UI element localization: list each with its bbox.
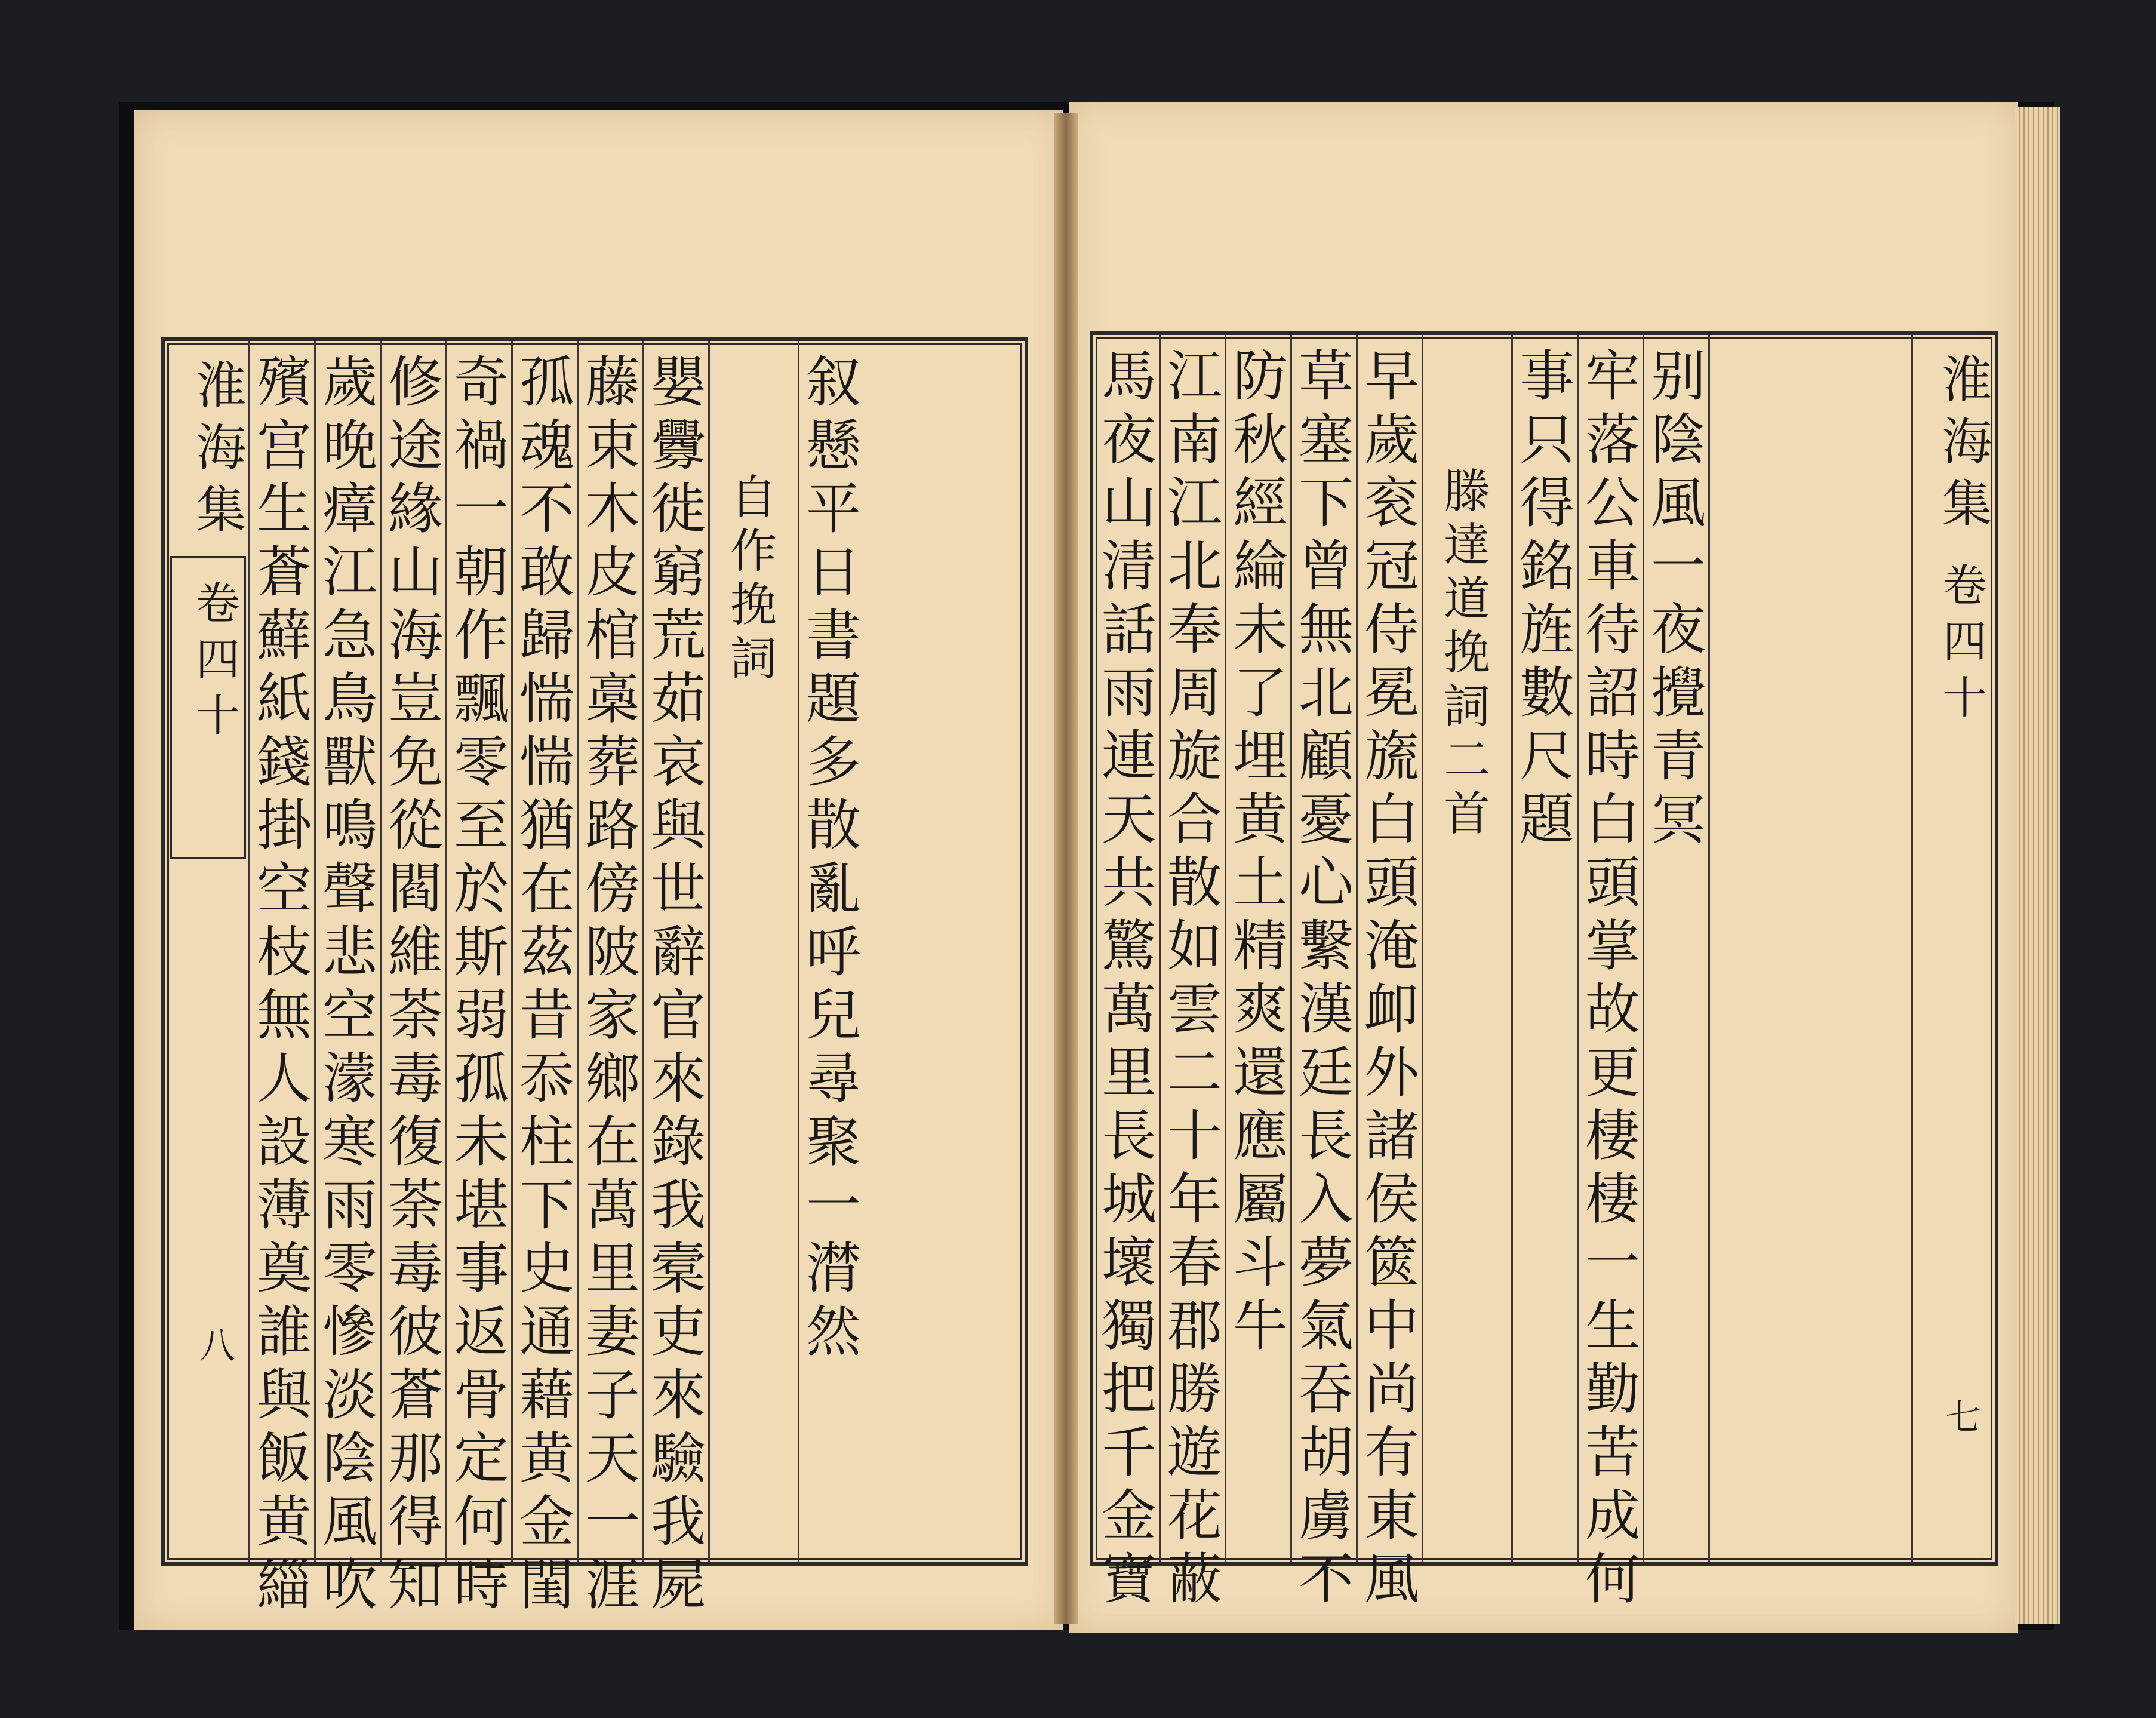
left-column-3-text: 修途緣山海豈免從閻維荼毒復荼毒彼蒼那得知 (379, 353, 443, 1619)
right-column-4 (1290, 335, 1358, 1613)
left-column-9 (798, 341, 863, 1562)
right-spine-title: 淮海集 (1934, 353, 1992, 539)
right-spine-folio: 七 (1939, 1398, 1981, 1434)
left-column-8 (708, 341, 799, 1562)
left-column-6-text: 藤束木皮棺槀葬路傍陂家鄉在萬里妻子天一涯 (576, 353, 640, 1619)
right-spine-volume: 卷四十 (1936, 562, 1987, 730)
right-column-1-text: 馬夜山清話雨連天共驚萬里長城壞獨把千金寶 (1093, 347, 1157, 1613)
left-column-7-text: 嬰釁徙窮荒茹哀與世辭官來錄我槖吏來驗我屍 (642, 353, 706, 1619)
left-spine-folio: 八 (193, 1326, 235, 1362)
left-spine-volume: 卷四十 (189, 580, 240, 748)
page-edge-stack (2015, 107, 2060, 1624)
left-column-9-text: 叙懸平日書題多散亂呼兒尋聚一潸然 (797, 353, 861, 1366)
book-gutter (1054, 113, 1078, 1624)
right-column-1 (1093, 335, 1161, 1613)
left-column-2-text: 歲晚瘴江急鳥獸鳴聲悲空濛寒雨零慘淡陰風吹 (313, 353, 377, 1619)
right-column-8 (1576, 335, 1644, 1613)
left-column-2 (313, 341, 382, 1619)
left-column-3 (379, 341, 447, 1619)
left-column-1 (248, 341, 316, 1619)
left-spine-column (165, 341, 250, 1562)
left-spine-title: 淮海集 (188, 359, 247, 545)
right-column-7 (1511, 335, 1579, 1562)
right-column-3-text: 防秋經綸未了埋黄土精爽還應屬斗牛 (1224, 347, 1288, 1360)
left-column-7 (642, 341, 710, 1619)
poem-title-teng-da-dao: 滕達道挽詞二首 (1436, 466, 1490, 843)
left-column-5-text: 孤魂不敢歸惴惴猶在茲昔忝柱下史通藉黄金閨 (510, 353, 574, 1619)
right-column-3 (1225, 335, 1292, 1562)
right-column-4-text: 草塞下曾無北顧憂心繫漢廷長入夢氣吞胡虜不 (1290, 347, 1354, 1613)
right-column-2 (1158, 335, 1226, 1613)
right-column-7-text: 事只得銘旌數尺題 (1511, 347, 1574, 853)
left-column-4-text: 奇禍一朝作飄零至於斯弱孤未堪事返骨定何時 (445, 353, 509, 1619)
left-column-4 (445, 341, 513, 1619)
right-column-5-text: 早歲衮冠侍冕旒白頭淹卹外諸侯篋中尚有東風 (1355, 347, 1419, 1613)
right-text-frame (1090, 331, 1998, 1613)
left-column-6 (576, 341, 644, 1619)
right-blank-area (1708, 335, 1913, 1562)
right-column-6 (1422, 335, 1513, 1562)
right-column-5 (1355, 335, 1423, 1613)
poem-title-zi-zuo-wan-ci: 自作挽詞 (722, 472, 776, 687)
left-text-frame (161, 337, 1028, 1619)
right-column-2-text: 江南江北奉周旋合散如雲二十年春郡勝遊花蔽 (1158, 347, 1222, 1613)
left-column-5 (510, 341, 579, 1619)
left-column-1-text: 殯宫生蒼蘚紙錢掛空枝無人設薄奠誰與飯黄緇 (248, 353, 312, 1619)
right-column-8-text: 牢落公車待詔時白頭掌故更棲棲一生勤苦成何 (1576, 347, 1640, 1613)
right-column-9 (1643, 335, 1710, 1562)
right-column-9-text: 别陰風一夜攪青冥 (1642, 347, 1706, 853)
right-spine-column (1911, 335, 1991, 1562)
